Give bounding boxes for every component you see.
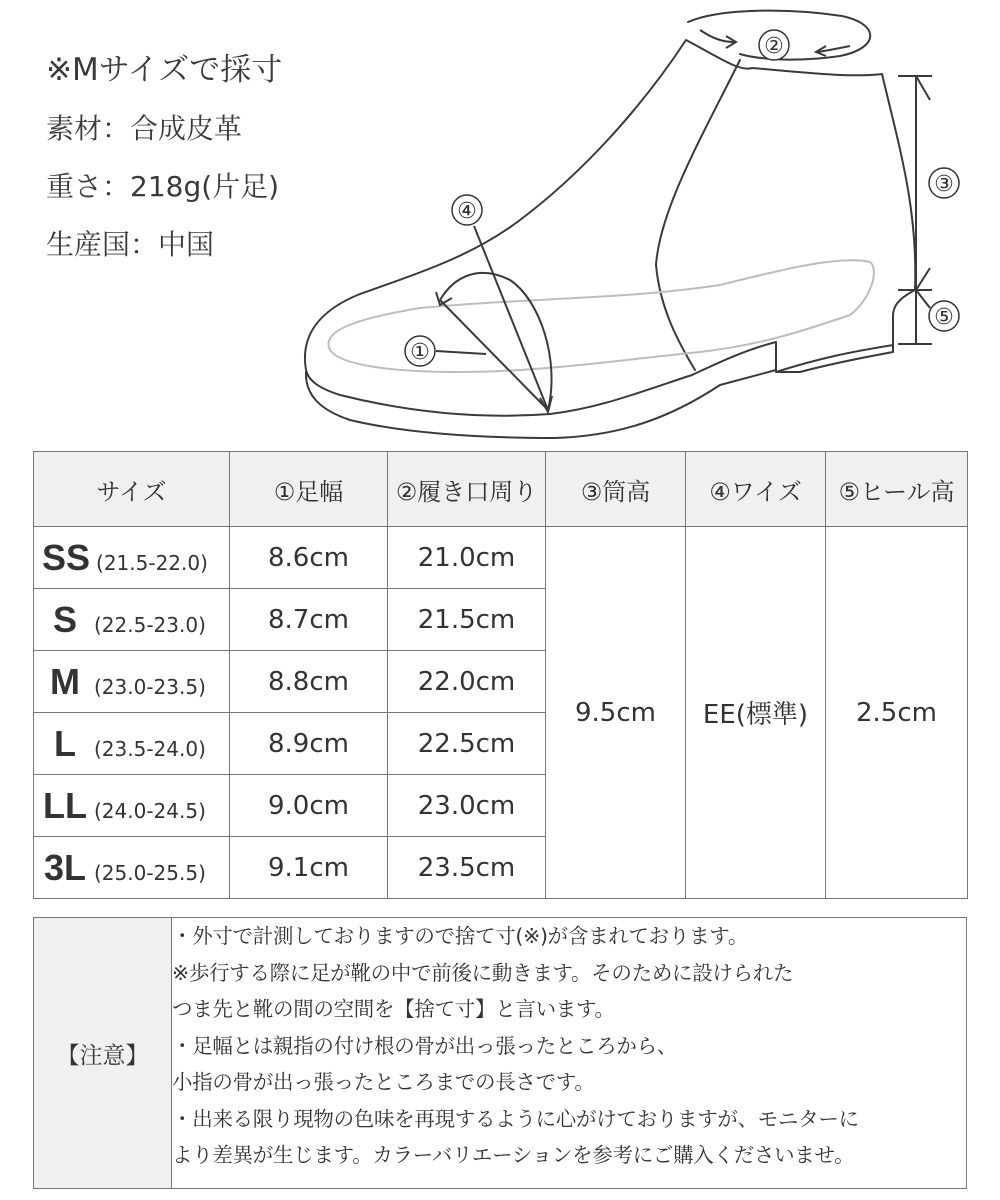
size-label: L <box>54 722 76 764</box>
size-range: (23.0-23.5) <box>94 674 206 699</box>
opening-value: 22.0cm <box>388 651 546 713</box>
heel-height-value: 2.5cm <box>826 527 968 899</box>
size-label: LL <box>43 784 87 826</box>
foot-width-value: 8.7cm <box>230 589 388 651</box>
note-line: ※歩行する際に足が靴の中で前後に動きます。そのために設けられた <box>172 960 794 985</box>
header-opening: ②履き口周り <box>388 452 546 527</box>
country-spec: 生産国：中国 <box>46 228 215 261</box>
notes-body <box>172 918 967 1189</box>
foot-width-value: 9.1cm <box>230 837 388 899</box>
marker-3-icon: ③ <box>934 172 954 197</box>
size-label: SS <box>42 536 91 578</box>
width-curve <box>440 273 552 410</box>
foot-width-value: 9.0cm <box>230 775 388 837</box>
marker-4-icon: ④ <box>457 199 477 224</box>
note-line: 小指の骨が出っ張ったところまでの長さです。 <box>172 1070 595 1094</box>
size-range: (22.5-23.0) <box>94 612 206 637</box>
note-line: ・出来る限り現物の色味を再現するように心がけておりますが、モニターに <box>172 1106 859 1131</box>
size-range: (24.0-24.5) <box>94 798 206 823</box>
header-size: サイズ <box>34 452 230 527</box>
table-row <box>34 527 968 589</box>
size-label: M <box>50 660 80 702</box>
size-label: S <box>52 598 77 640</box>
size-cell <box>34 837 230 899</box>
notes-table <box>33 917 967 1189</box>
opening-value: 23.0cm <box>388 775 546 837</box>
foot-width-value: 8.6cm <box>230 527 388 589</box>
opening-value: 21.5cm <box>388 589 546 651</box>
note-line: より差異が生じます。カラーバリエーションを参考にご購入くださいませ。 <box>172 1143 855 1167</box>
opening-value: 22.5cm <box>388 713 546 775</box>
material-spec: 素材：合成皮革 <box>46 112 243 145</box>
size-cell <box>34 775 230 837</box>
boot-diagram <box>0 0 1000 450</box>
sample-size-note: ※Mサイズで採寸 <box>46 52 283 88</box>
boot-upper-outline <box>305 40 915 416</box>
foot-width-leader <box>436 351 486 354</box>
note-line: ・外寸で計測しておりますので捨て寸(※)が含まれております。 <box>172 924 749 948</box>
weight-spec: 重さ：218g(片足) <box>46 170 280 203</box>
foot-width-value: 8.8cm <box>230 651 388 713</box>
note-line: ・足幅とは親指の付け根の骨が出っ張ったところから、 <box>172 1033 677 1058</box>
size-label: 3L <box>43 846 86 888</box>
foot-width-value: 8.9cm <box>230 713 388 775</box>
opening-value: 23.5cm <box>388 837 546 899</box>
note-line: つま先と靴の間の空間を【捨て寸】と言います。 <box>172 997 615 1021</box>
size-range: (21.5-22.0) <box>96 550 208 575</box>
size-cell <box>34 589 230 651</box>
boot-side-seam <box>656 60 740 370</box>
size-cell <box>34 527 230 589</box>
header-width: ④ワイズ <box>686 452 826 527</box>
size-range: (23.5-24.0) <box>94 736 206 761</box>
size-cell <box>34 651 230 713</box>
width-value: EE(標準) <box>686 527 826 899</box>
shaft-height-value: 9.5cm <box>546 527 686 899</box>
header-heel-height: ⑤ヒール高 <box>826 452 968 527</box>
header-shaft-height: ③筒高 <box>546 452 686 527</box>
size-cell <box>34 713 230 775</box>
marker-5-icon: ⑤ <box>934 305 954 330</box>
marker-1-icon: ① <box>410 340 430 365</box>
opening-value: 21.0cm <box>388 527 546 589</box>
size-table <box>33 451 968 899</box>
size-range: (25.0-25.5) <box>94 860 206 885</box>
marker-2-icon: ② <box>764 34 784 59</box>
size-table-header <box>34 452 968 527</box>
notes-label: 【注意】 <box>34 918 172 1189</box>
header-foot-width: ①足幅 <box>230 452 388 527</box>
